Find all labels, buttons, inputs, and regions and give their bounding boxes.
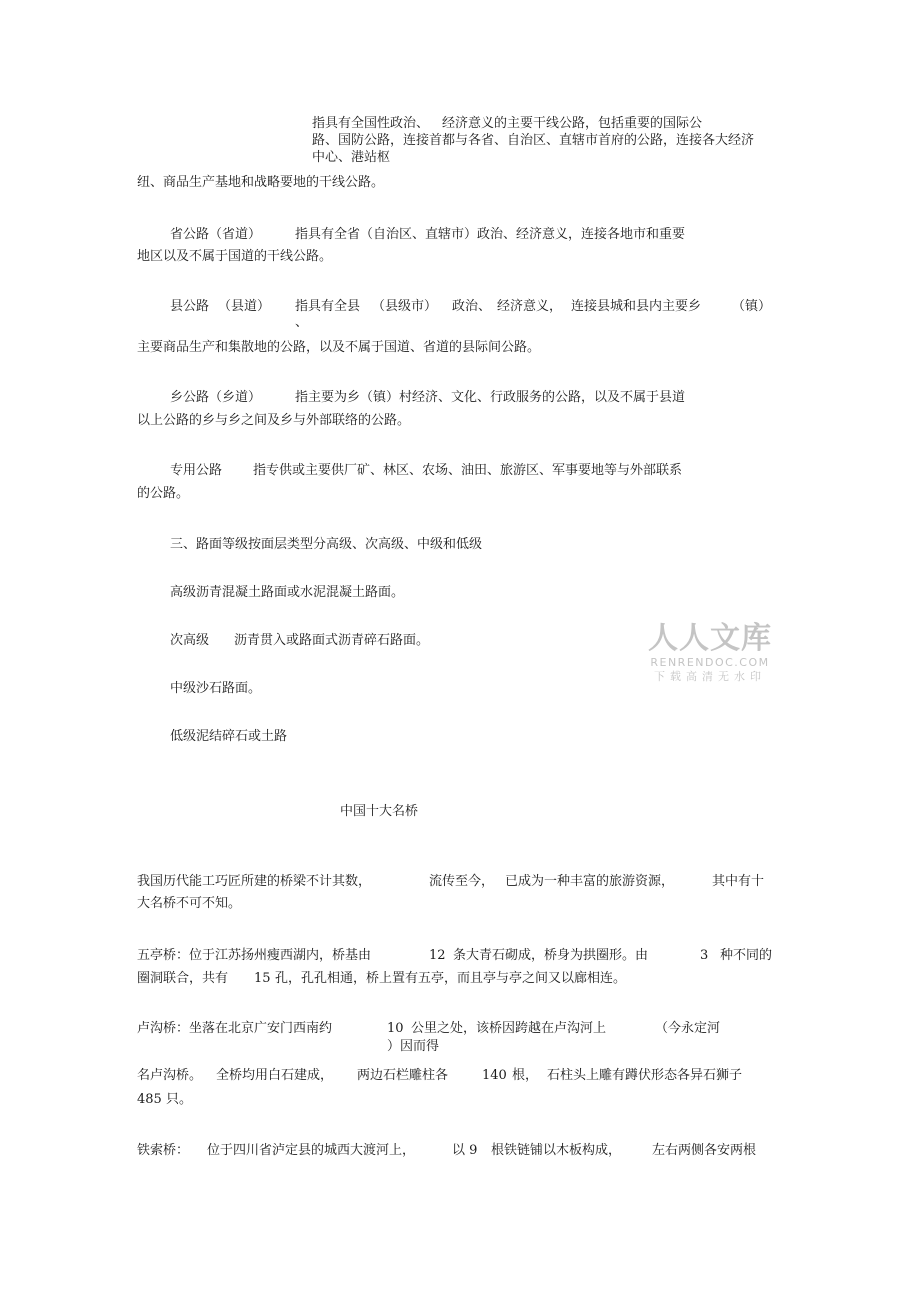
grade-high: 高级沥青混凝土路面或水泥混凝土路面。 (170, 585, 405, 600)
watermark-domain: RENRENDOC.COM (650, 656, 770, 669)
township-def-b: 以上公路的乡与乡之间及乡与外部联络的公路。 (137, 413, 411, 428)
intro-part-1: 我国历代能工巧匠所建的桥梁不计其数， (137, 874, 372, 889)
grade-mid: 中级沙石路面。 (170, 681, 262, 696)
county-term-2: （县道） (218, 299, 271, 314)
wuting-b-2: 15 (254, 971, 271, 986)
lugou-b-2: 全桥均用白石建成， (216, 1068, 334, 1083)
tiesuo-part-2: 位于四川省泸定县的城西大渡河上， (207, 1143, 416, 1158)
special-def-b: 的公路。 (137, 486, 190, 501)
lugou-c: 485 只。 (137, 1092, 192, 1107)
provincial-def-a: 指具有全省（自治区、直辖市）政治、经济意义，连接各地市和重要 (295, 227, 686, 242)
lugou-b-4: 140 (482, 1068, 507, 1083)
county-def-a2: （县级市） (372, 299, 438, 314)
lugou-part-1: 卢沟桥：坐落在北京广安门西南约 (137, 1021, 333, 1036)
lugou-b-5: 根， (512, 1068, 539, 1083)
national-def-c: 中心、港站枢 (312, 150, 391, 165)
watermark (646, 622, 774, 684)
intro-part-2: 流传至今， (429, 874, 495, 889)
lugou-part-5: ）因而得 (387, 1039, 440, 1054)
special-def-a: 指专供或主要供厂矿、林区、农场、油田、旅游区、军事要地等与外部联系 (253, 463, 683, 478)
bridges-title: 中国十大名桥 (340, 804, 419, 819)
wuting-part-2: 12 (429, 948, 446, 963)
national-def-b: 路、国防公路，连接首都与各省、自治区、直辖市首府的公路，连接各大经济 (312, 133, 755, 148)
intro-part-4: 其中有十 (712, 874, 765, 889)
special-term: 专用公路 (170, 463, 223, 478)
intro-line-2: 大名桥不可不知。 (137, 896, 242, 911)
national-def-d: 纽、商品生产基地和战略要地的干线公路。 (137, 175, 385, 190)
wuting-part-3: 条大青石砌成，桥身为拱圈形。由 (453, 948, 649, 963)
county-def-a1: 指具有全县 (295, 299, 361, 314)
county-def-a5: 连接县城和县内主要乡 (571, 299, 702, 314)
intro-part-3: 已成为一种丰富的旅游资源， (505, 874, 675, 889)
tiesuo-part-4: 根铁链铺以木板构成， (491, 1143, 622, 1158)
lugou-b-3: 两边石栏雕柱各 (357, 1068, 449, 1083)
county-def-a4: 经济意义， (497, 299, 563, 314)
county-def-b: 主要商品生产和集散地的公路，以及不属于国道、省道的县际间公路。 (137, 340, 541, 355)
provincial-term: 省公路（省道） (170, 227, 262, 242)
grade-low: 低级泥结碎石或土路 (170, 729, 288, 744)
lugou-part-4: （今永定河 (655, 1021, 721, 1036)
national-def-a1: 指具有全国性政治、 (312, 116, 430, 131)
grade-sub-desc: 沥青贯入或路面式沥青碎石路面。 (234, 633, 430, 648)
lugou-b-6: 石柱头上雕有蹲伏形态各异石狮子 (547, 1068, 743, 1083)
county-def-a6: （镇） (732, 299, 772, 314)
wuting-part-5: 种不同的 (720, 948, 773, 963)
township-term: 乡公路（乡道） (170, 390, 262, 405)
tiesuo-part-5: 左右两侧各安两根 (652, 1143, 757, 1158)
provincial-def-b: 地区以及不属于国道的干线公路。 (137, 249, 333, 264)
watermark-slogan: 下载高清无水印 (654, 670, 766, 683)
county-def-mark: 、 (295, 315, 309, 330)
township-def-a: 指主要为乡（镇）村经济、文化、行政服务的公路，以及不属于县道 (295, 390, 686, 405)
lugou-part-3: 公里之处，该桥因跨越在卢沟河上 (411, 1021, 607, 1036)
grade-sub-term: 次高级 (170, 633, 210, 648)
tiesuo-part-3: 以 9 (452, 1143, 478, 1158)
county-term-1: 县公路 (170, 299, 210, 314)
wuting-b-3: 孔，孔孔相通，桥上置有五亭，而且亭与亭之间又以廊相连。 (275, 971, 627, 986)
watermark-logo-text: 人人文库 (648, 621, 772, 656)
national-def-a2: 经济意义的主要干线公路，包括重要的国际公 (442, 116, 703, 131)
county-def-a3: 政治、 (452, 299, 492, 314)
wuting-part-1: 五亭桥：位于江苏扬州瘦西湖内，桥基由 (137, 948, 372, 963)
wuting-part-4: 3 (700, 948, 709, 963)
wuting-b-1: 圈洞联合，共有 (137, 971, 229, 986)
grade-heading: 三、路面等级按面层类型分高级、次高级、中级和低级 (170, 537, 483, 552)
lugou-part-2: 10 (387, 1021, 404, 1036)
tiesuo-part-1: 铁索桥： (137, 1143, 190, 1158)
lugou-b-1: 名卢沟桥。 (137, 1068, 203, 1083)
